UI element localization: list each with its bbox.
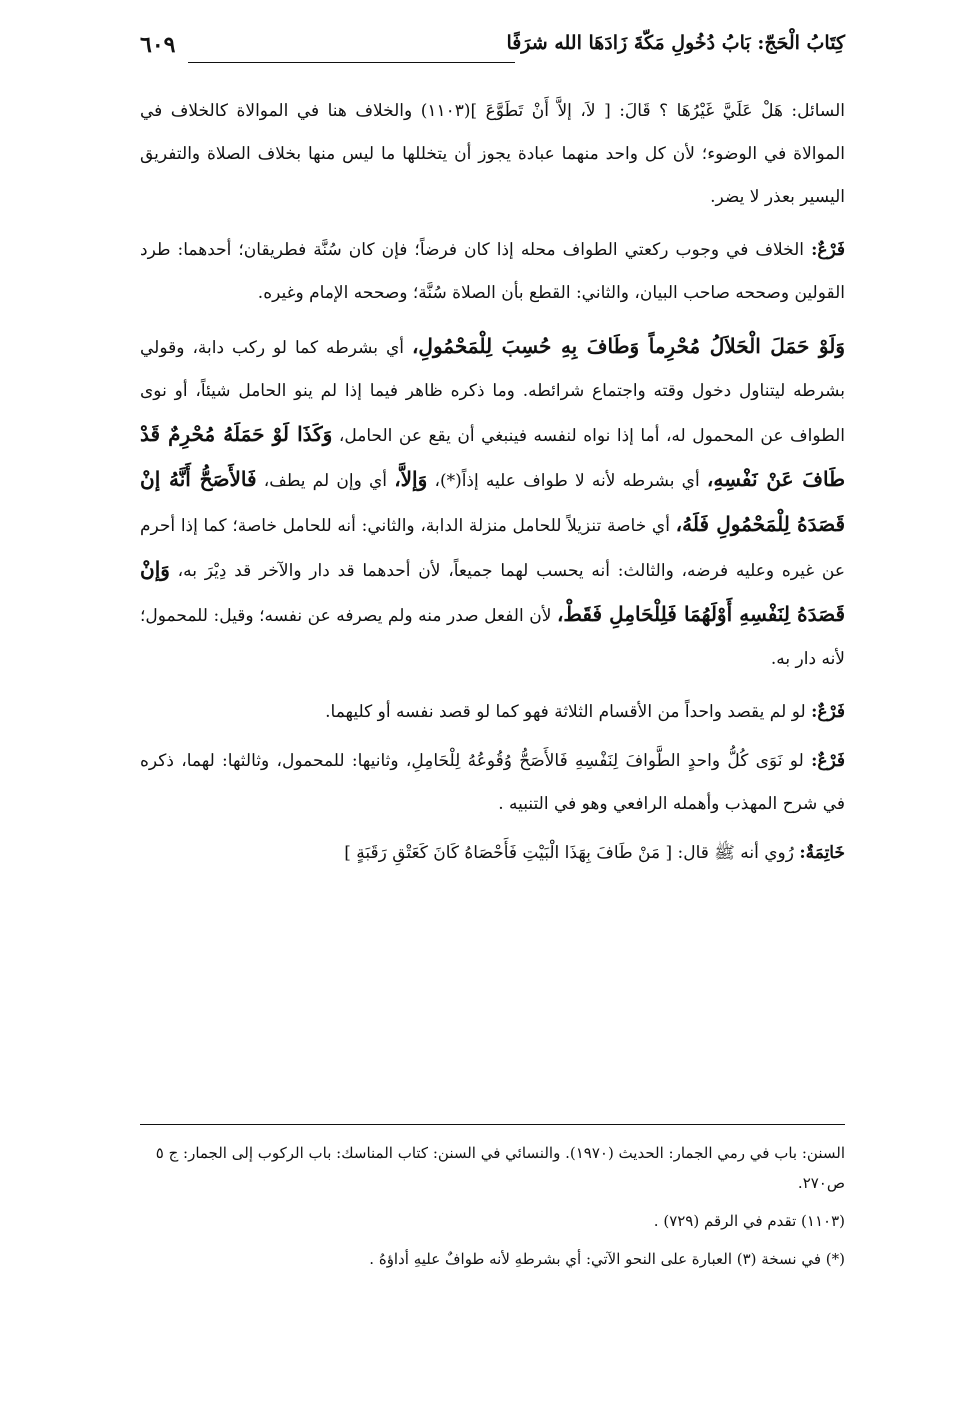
page-number: ٦٠٩	[140, 32, 176, 58]
matn-segment: وَلَوْ حَمَلَ الْحَلاَلُ مُحْرِماً وَطَافَ بِهِ حُسِبَ لِلْمَحْمُولِ،	[411, 334, 845, 358]
paragraph-6	[140, 832, 845, 875]
footnote-1103: (١١٠٣) تقدم في الرقم (٧٢٩) .	[653, 1212, 845, 1230]
commentary-segment: أي خاصة تنزيلاً للحامل منزلة الدابة، والثاني: أنه للحامل خاصة؛ كما إذا أحرم عن غيره وعليه فرضه، والثالث: أنه يحسب لهما جميعاً، لأن أحدهما قد دار والآخر قد دِيْرَ به،	[140, 516, 845, 581]
khatima-heading: خَاتِمَةٌ:	[799, 843, 845, 863]
commentary-segment: أي وإن لم يطف،	[256, 471, 395, 491]
paragraph-1-text: السائل: هَلْ عَلَيَّ غَيْرُهَا ؟ قَالَ: [ لاَ، إلاَّ أَنْ تَطَوَّعَ ](١١٠٣) والخلاف هنا في الموالاة كالخلاف في الموالاة في الوضوء؛ لأن كل واحد منهما عبادة يجوز أن يتخللها ما ليس منها بخلاف الصلاة والتفريق اليسير بعذر لا يضر.	[140, 101, 845, 207]
commentary-segment: أي بشرطه كما لو ركب دابة، وقولي بشرطه ليتناول دخول وقته واجتماع شرائطه. وما ذكره ظاهر فيما إذا لم ينو الحامل شيئاً، أو نوى الطواف عن المحمول له، أما إذا نواه لنفسه فينبغي أن يقع عن الحامل،	[140, 338, 845, 446]
page-header	[140, 30, 845, 70]
paragraph-5	[140, 740, 845, 826]
footnote-divider	[140, 1124, 845, 1125]
paragraph-2	[140, 229, 845, 315]
far-heading: فَرْعٌ:	[811, 751, 845, 771]
header-rule	[188, 62, 515, 63]
paragraph-6-text: رُوي أنه ﷺ قال: [ مَنْ طَافَ بِهَذَا الْبَيْتِ فَأَحْصَاهُ كَانَ كَعَتْقِ رَقَبَةٍ ]	[344, 843, 800, 863]
paragraph-4	[140, 691, 845, 734]
matn-segment: وَإنْ قَصَدَهُ لِنَفْسِهِ أَوْلَهُمَا فَلِلْحَامِلِ فَقَطْ،	[140, 557, 846, 626]
footnote-star: (*) في نسخة (٣) العبارة على النحو الآتي: أي بشرطهِ لأنه طوافٌ عليهِ أداؤهُ .	[369, 1250, 845, 1268]
paragraph-4-text: لو لم يقصد واحداً من الأقسام الثلاثة فهو كما لو قصد نفسه أو كليهما.	[325, 702, 812, 722]
footnotes	[140, 1138, 845, 1282]
commentary-segment: أي بشرطه لأنه لا طواف عليه إذاً(*)،	[427, 471, 707, 491]
matn-segment: وَكَذَا لَوْ حَمَلَهُ مُحْرِمٌ قَدْ طَافَ عَنْ نَفْسِهِ،	[140, 422, 846, 491]
paragraph-3	[140, 325, 845, 681]
main-text	[140, 90, 845, 885]
far-heading: فَرْعٌ:	[811, 240, 845, 260]
paragraph-1	[140, 90, 845, 219]
commentary-segment: لأن الفعل صدر منه ولم يصرفه عن نفسه؛ وقيل: للمحمول؛ لأنه دار به.	[140, 606, 845, 669]
footnote-continuation: السنن: باب في رمي الجمار: الحديث (١٩٧٠). والنسائي في السنن: كتاب المناسك: باب الركوب إلى الجمار: ج ٥ ص٢٧٠.	[155, 1144, 845, 1192]
far-heading: فَرْعٌ:	[811, 702, 845, 722]
running-title: كِتَابُ الْحَجّ: بَابُ دُخُولِ مَكّةَ زَادَهَا الله شرَفًا	[506, 32, 845, 54]
matn-segment: وَإلاَّ،	[394, 467, 428, 491]
paragraph-5-text: لو نَوَى كُلُّ واحدٍ الطَّوافَ لِنَفْسِهِ فَالأَصَحُّ وُقُوعُهُ لِلْحَامِلِ، وثانيها: للمحمول، وثالثها: لهما، ذكره في شرح المهذب وأهمله الرافعي وهو في التنبيه .	[140, 751, 845, 814]
matn-segment: فَالأَصَحُّ أَنَّهُ إنْ قَصَدَهُ لِلْمَحْمُولِ فَلَهُ،	[140, 467, 846, 536]
paragraph-2-text: الخلاف في وجوب ركعتي الطواف محله إذا كان فرضاً؛ فإن كان سُنَّة فطريقان؛ أحدهما: طرد القولين وصححه صاحب البيان، والثاني: القطع بأن الصلاة سُنَّة؛ وصححه الإمام وغيره.	[140, 240, 845, 303]
